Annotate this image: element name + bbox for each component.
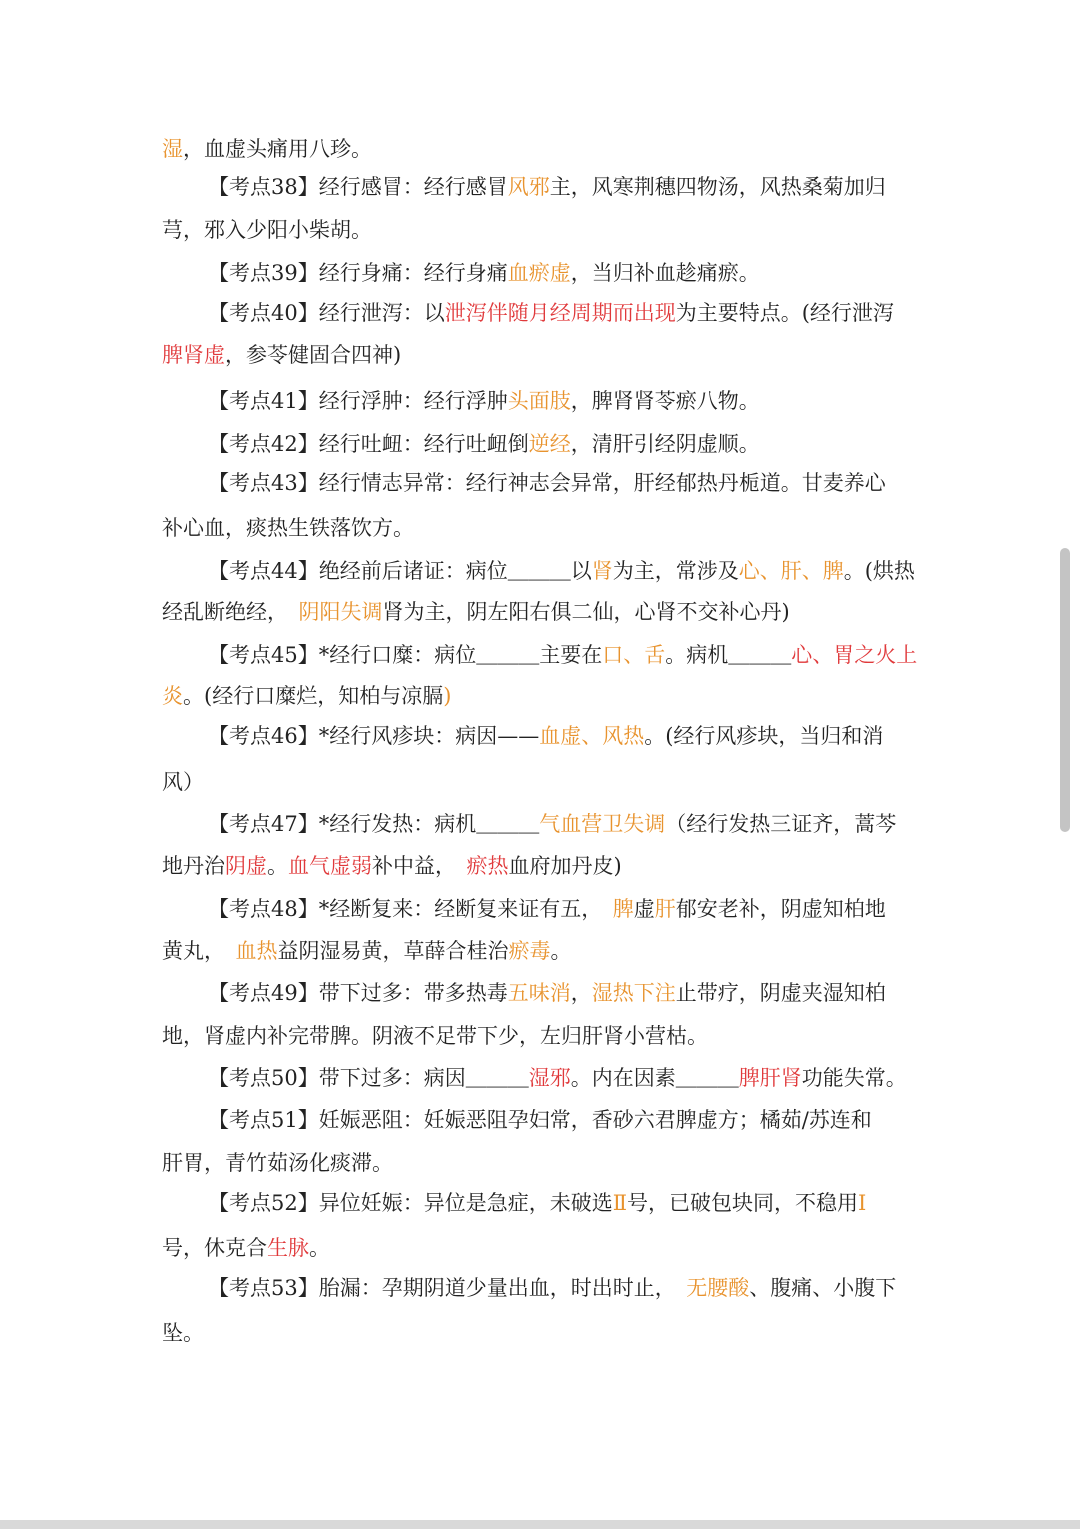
text-line xyxy=(162,134,922,164)
text-segment: 郁安老补，阴虚知柏地 xyxy=(675,897,886,921)
text-segment: 经乱断绝经， xyxy=(162,600,299,624)
highlight-text: 肾 xyxy=(591,559,613,583)
highlight-text: 阴阳失调 xyxy=(298,600,383,624)
blank: ＿＿＿ xyxy=(465,1066,529,1090)
highlight-text: 心、胃之火上 xyxy=(791,643,918,667)
text-line xyxy=(208,640,922,670)
highlight-text: 湿 xyxy=(162,137,183,161)
highlight-text: Ⅱ xyxy=(612,1191,628,1215)
highlight-text: 五味消 xyxy=(507,981,571,1005)
highlight-text: 炎 xyxy=(162,684,183,708)
text-segment: 益阴湿易黄，草薛合桂治 xyxy=(277,939,509,963)
bottom-bar xyxy=(0,1520,1080,1529)
blank: ＿＿＿ xyxy=(675,1066,739,1090)
text-line xyxy=(208,386,922,416)
text-segment: 号，已破包块同，不稳用 xyxy=(627,1191,859,1215)
highlight-text: 生脉 xyxy=(267,1236,309,1260)
text-line xyxy=(208,556,922,586)
text-segment: 号，休克合 xyxy=(162,1236,267,1260)
text-line xyxy=(162,1318,922,1348)
text-segment: 虚 xyxy=(633,897,655,921)
highlight-text: 阴虚 xyxy=(225,854,267,878)
text-segment: 止带疗，阴虚夹湿知柏 xyxy=(675,981,886,1005)
blank: ＿＿＿ xyxy=(728,643,792,667)
text-segment: 。 xyxy=(550,939,572,963)
text-segment: 【考点47】*经行发热：病机 xyxy=(208,812,477,836)
text-line xyxy=(162,1233,922,1263)
text-segment: 黄丸， xyxy=(162,939,236,963)
text-segment: 肝胃，青竹茹汤化痰滞。 xyxy=(162,1151,393,1175)
text-segment: 以 xyxy=(570,559,592,583)
text-segment: ，当归补血趁痛瘀。 xyxy=(570,261,760,285)
text-line xyxy=(208,809,922,839)
text-line xyxy=(162,340,922,370)
text-segment: 。(经行口糜烂，知柏与凉膈 xyxy=(183,684,444,708)
text-line xyxy=(162,1148,922,1178)
text-line xyxy=(162,936,922,966)
text-segment: 。内在因素 xyxy=(570,1066,676,1090)
blank: ＿＿＿ xyxy=(507,559,571,583)
text-segment: 风） xyxy=(162,770,204,794)
text-line xyxy=(208,1105,922,1135)
text-segment: 【考点45】*经行口糜：病位 xyxy=(208,643,477,667)
text-line xyxy=(162,597,922,627)
text-line xyxy=(162,215,922,245)
highlight-text: ) xyxy=(443,684,452,708)
text-line xyxy=(208,468,922,498)
text-segment: 血府加丹皮) xyxy=(508,854,622,878)
text-segment: 、腹痛、小腹下 xyxy=(749,1276,897,1300)
highlight-text: 湿邪 xyxy=(528,1066,571,1090)
text-segment: 坠。 xyxy=(162,1321,204,1345)
blank: ＿＿＿ xyxy=(476,643,540,667)
highlight-text: 血气虚弱 xyxy=(288,854,372,878)
highlight-text: 血虚、风热 xyxy=(539,724,645,748)
highlight-text: 脾 xyxy=(612,897,634,921)
text-segment: 主，风寒荆穗四物汤，风热桑菊加归 xyxy=(549,175,886,199)
highlight-text: 脾肾虚 xyxy=(162,343,225,367)
text-segment: 为主要特点。(经行泄泻 xyxy=(675,301,894,325)
text-segment: 【考点44】绝经前后诸证：病位 xyxy=(208,559,508,583)
highlight-text: 肝 xyxy=(654,897,676,921)
text-line xyxy=(162,1021,922,1051)
text-segment: ，清肝引经阴虚顺。 xyxy=(570,432,760,456)
text-segment: 【考点43】经行情志异常：经行神志会异常，肝经郁热丹栀道。甘麦养心 xyxy=(208,471,886,495)
highlight-text: I xyxy=(858,1191,867,1215)
highlight-text: 血瘀虚 xyxy=(507,261,571,285)
text-segment: 芎，邪入少阳小柴胡。 xyxy=(162,218,372,242)
highlight-text: 心、肝、脾 xyxy=(738,559,844,583)
text-segment: 【考点41】经行浮肿：经行浮肿 xyxy=(208,389,508,413)
text-line xyxy=(208,1188,922,1218)
text-segment: 【考点53】胎漏：孕期阴道少量出血，时出时止， xyxy=(208,1276,687,1300)
text-line xyxy=(208,258,922,288)
text-segment: 。(烘热 xyxy=(843,559,915,583)
text-segment: ，血虚头痛用八珍。 xyxy=(183,137,372,161)
text-line xyxy=(208,298,922,328)
text-segment: 为主，常涉及 xyxy=(612,559,739,583)
text-segment: 补中益， xyxy=(372,854,467,878)
text-line xyxy=(208,1063,922,1093)
text-line xyxy=(208,894,922,924)
highlight-text: 无腰酸 xyxy=(686,1276,750,1300)
highlight-text: 气血营卫失调 xyxy=(539,812,666,836)
text-segment: 。病机 xyxy=(665,643,729,667)
text-segment: 【考点39】经行身痛：经行身痛 xyxy=(208,261,508,285)
highlight-text: 瘀热 xyxy=(466,854,509,878)
highlight-text: 口、舌 xyxy=(602,643,666,667)
highlight-text: 湿热下注 xyxy=(591,981,676,1005)
text-segment: 【考点38】经行感冒：经行感冒 xyxy=(208,175,508,199)
highlight-text: 风邪 xyxy=(507,175,550,199)
highlight-text: 瘀毒 xyxy=(508,939,551,963)
text-segment: 【考点50】带下过多：病因 xyxy=(208,1066,466,1090)
text-line xyxy=(162,513,922,543)
text-segment: 【考点46】*经行风疹块：病因—— xyxy=(208,724,540,748)
text-segment: 功能失常。 xyxy=(801,1066,907,1090)
text-segment: ，参苓健固合四神) xyxy=(225,343,402,367)
highlight-text: 脾肝肾 xyxy=(738,1066,802,1090)
highlight-text: 泄泻伴随月经周期而出现 xyxy=(444,301,676,325)
text-segment: 【考点51】妊娠恶阻：妊娠恶阻孕妇常，香砂六君脾虚方；橘茹/苏连和 xyxy=(208,1108,872,1132)
text-line xyxy=(208,1273,922,1303)
text-line xyxy=(208,978,922,1008)
text-segment: 【考点48】*经断复来：经断复来证有五， xyxy=(208,897,613,921)
text-segment: 【考点52】异位妊娠：异位是急症，未破选 xyxy=(208,1191,613,1215)
text-segment: 【考点40】经行泄泻：以 xyxy=(208,301,445,325)
highlight-text: 血热 xyxy=(235,939,278,963)
text-segment: ，脾肾肾苓瘀八物。 xyxy=(570,389,760,413)
text-segment: （经行发热三证齐，蒿芩 xyxy=(665,812,897,836)
text-segment: 补心血，痰热生铁落饮方。 xyxy=(162,516,414,540)
text-segment: 。 xyxy=(267,854,288,878)
text-line xyxy=(162,767,922,797)
text-segment: 。 xyxy=(309,1236,330,1260)
text-line xyxy=(208,721,922,751)
blank: ＿＿＿ xyxy=(476,812,540,836)
text-line xyxy=(162,681,922,711)
text-segment: 主要在 xyxy=(539,643,603,667)
text-segment: 【考点42】经行吐衄：经行吐衄倒 xyxy=(208,432,529,456)
highlight-text: 逆经 xyxy=(528,432,571,456)
text-segment: ， xyxy=(570,981,592,1005)
text-segment: 地丹治 xyxy=(162,854,225,878)
text-segment: 。(经行风疹块，当归和消 xyxy=(644,724,884,748)
text-segment: 【考点49】带下过多：带多热毒 xyxy=(208,981,508,1005)
text-line xyxy=(208,172,922,202)
text-line xyxy=(162,851,922,881)
text-segment: 肾为主，阴左阳右俱二仙，心肾不交补心丹) xyxy=(382,600,790,624)
text-line xyxy=(208,429,922,459)
highlight-text: 头面肢 xyxy=(507,389,571,413)
text-segment: 地，肾虚内补完带脾。阴液不足带下少，左归肝肾小营枯。 xyxy=(162,1024,708,1048)
vertical-scrollbar[interactable] xyxy=(1060,548,1070,832)
